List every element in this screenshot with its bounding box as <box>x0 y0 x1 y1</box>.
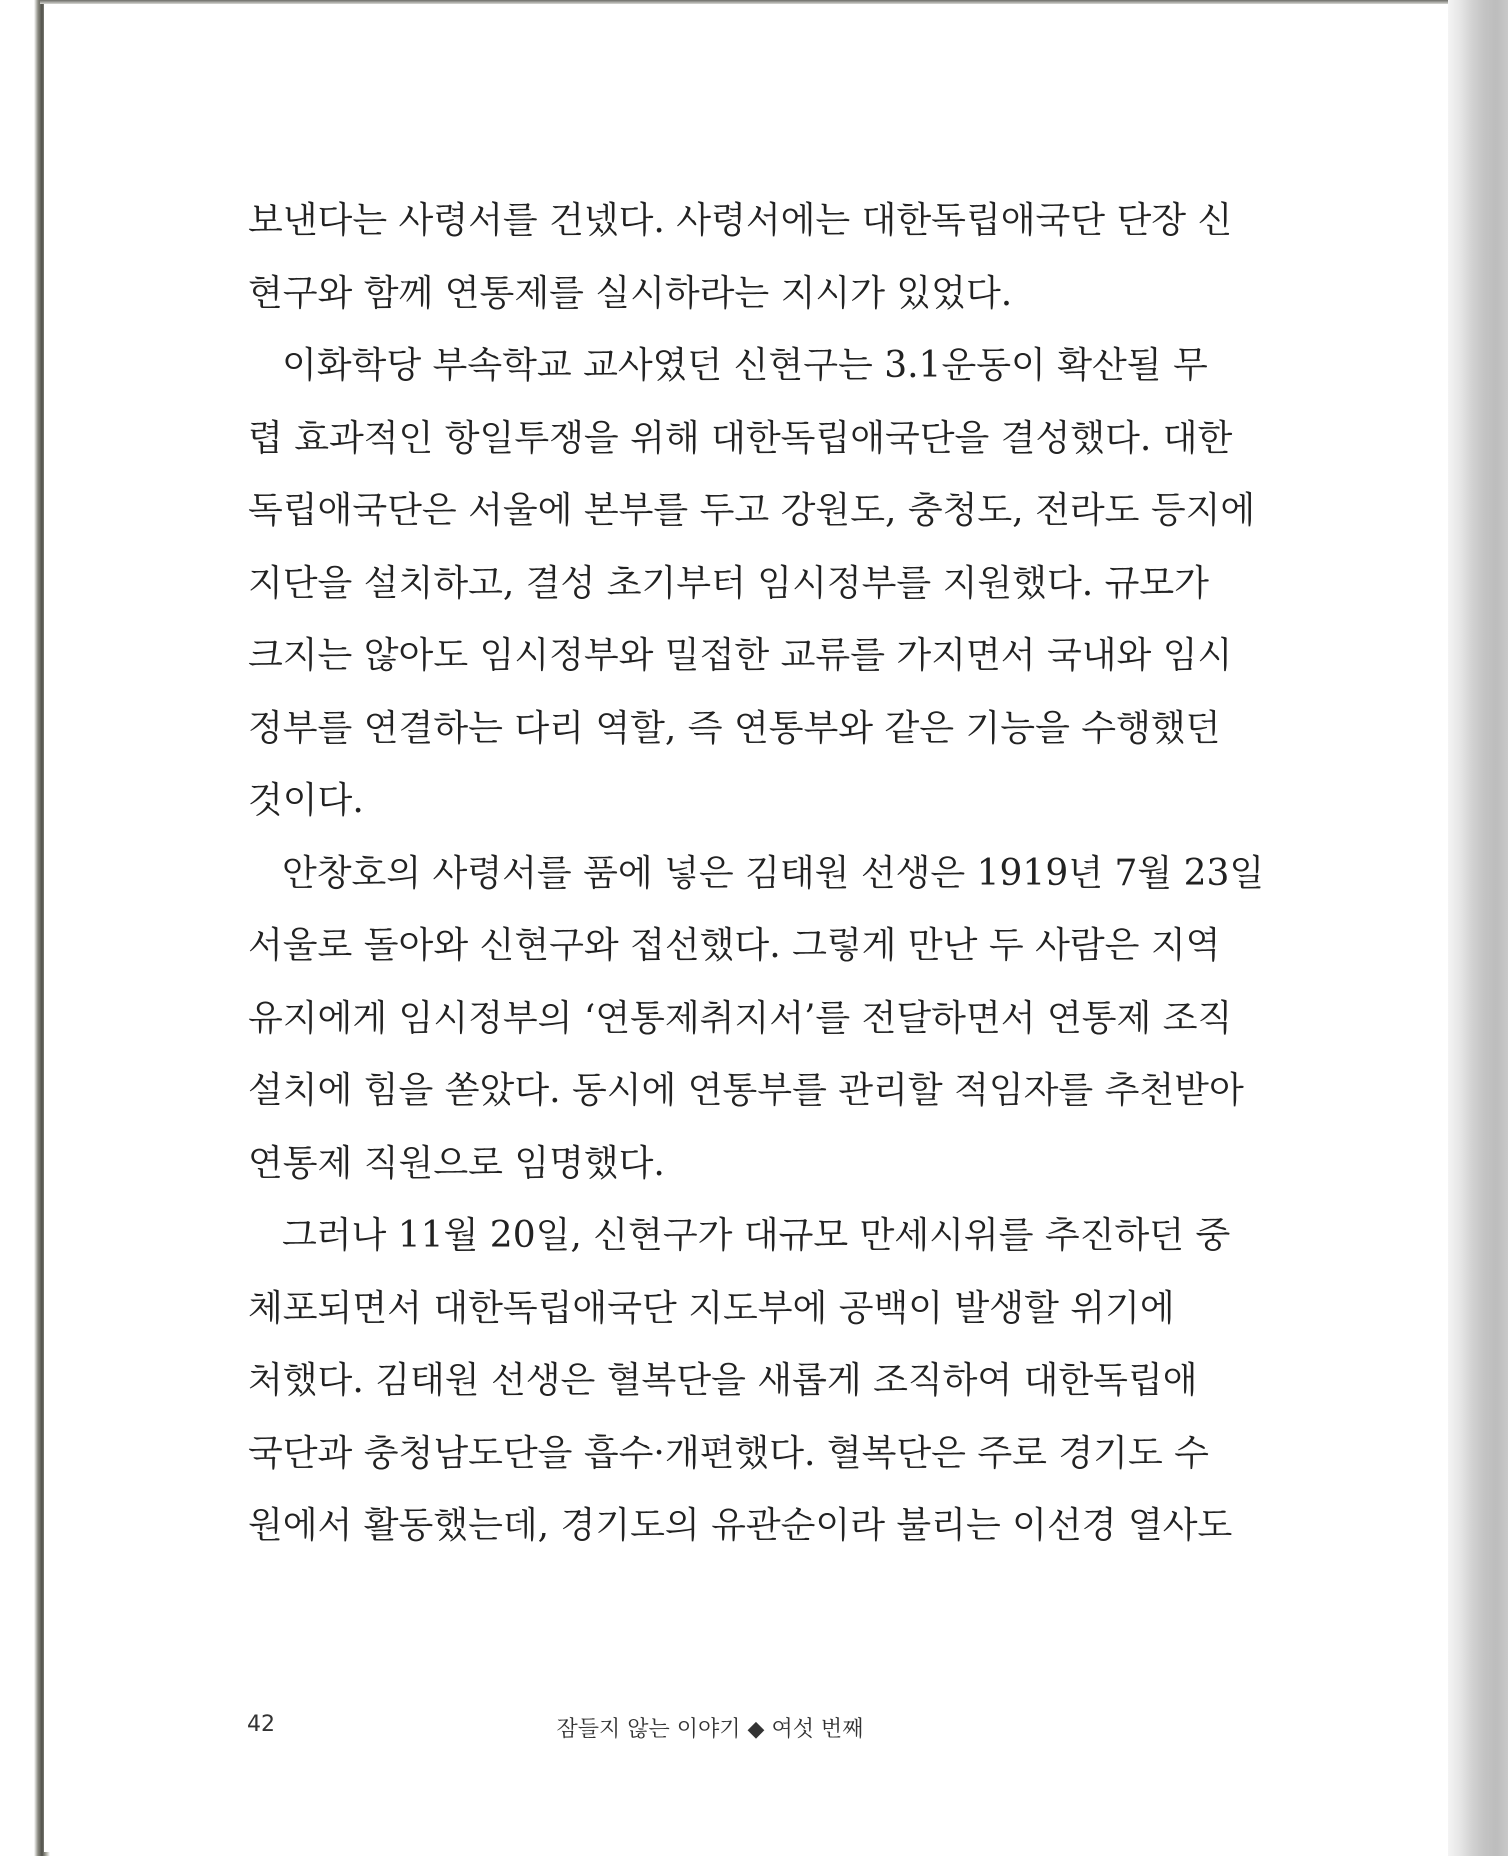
body-text <box>248 185 1265 1563</box>
page-right-edge <box>1448 0 1508 1856</box>
text-line: 안창호의 사령서를 품에 넣은 김태원 선생은 1919년 7월 23일 <box>282 852 1265 894</box>
text-line: 설치에 힘을 쏟았다. 동시에 연통부를 관리할 적임자를 추천받아 <box>248 1070 1244 1111</box>
text-line: 것이다. <box>248 780 364 821</box>
page-number: 42 <box>247 1712 275 1737</box>
text-line: 렵 효과적인 항일투쟁을 위해 대한독립애국단을 결성했다. 대한 <box>248 417 1233 459</box>
text-line: 보낸다는 사령서를 건넸다. 사령서에는 대한독립애국단 단장 신 <box>248 200 1233 241</box>
text-line: 지단을 설치하고, 결성 초기부터 임시정부를 지원했다. 규모가 <box>248 562 1209 604</box>
text-line: 처했다. 김태원 선생은 혈복단을 새롭게 조직하여 대한독립애 <box>248 1360 1198 1401</box>
text-line: 체포되면서 대한독립애국단 지도부에 공백이 발생할 위기에 <box>248 1287 1175 1329</box>
text-line: 이화학당 부속학교 교사였던 신현구는 3.1운동이 확산될 무 <box>282 345 1208 386</box>
text-line: 독립애국단은 서울에 본부를 두고 강원도, 충청도, 전라도 등지에 <box>248 490 1256 531</box>
text-line: 정부를 연결하는 다리 역할, 즉 연통부와 같은 기능을 수행했던 <box>248 707 1221 749</box>
text-line: 서울로 돌아와 신현구와 접선했다. 그렇게 만난 두 사람은 지역 <box>248 925 1221 966</box>
text-line: 유지에게 임시정부의 ‘연통제취지서’를 전달하면서 연통제 조직 <box>248 997 1233 1039</box>
text-line: 그러나 11월 20일, 신현구가 대규모 만세시위를 추진하던 중 <box>282 1215 1231 1256</box>
text-line: 현구와 함께 연통제를 실시하라는 지시가 있었다. <box>248 272 1013 314</box>
book-spine-shadow <box>0 0 50 1856</box>
running-title: 잠들지 않는 이야기 ◆ 여섯 번째 <box>556 1717 864 1742</box>
text-line: 크지는 않아도 임시정부와 밀접한 교류를 가지면서 국내와 임시 <box>248 635 1233 676</box>
text-line: 원에서 활동했는데, 경기도의 유관순이라 불리는 이선경 열사도 <box>248 1505 1233 1546</box>
text-line: 연통제 직원으로 임명했다. <box>248 1142 665 1184</box>
text-line: 국단과 충청남도단을 흡수·개편했다. 혈복단은 주로 경기도 수 <box>248 1432 1209 1474</box>
